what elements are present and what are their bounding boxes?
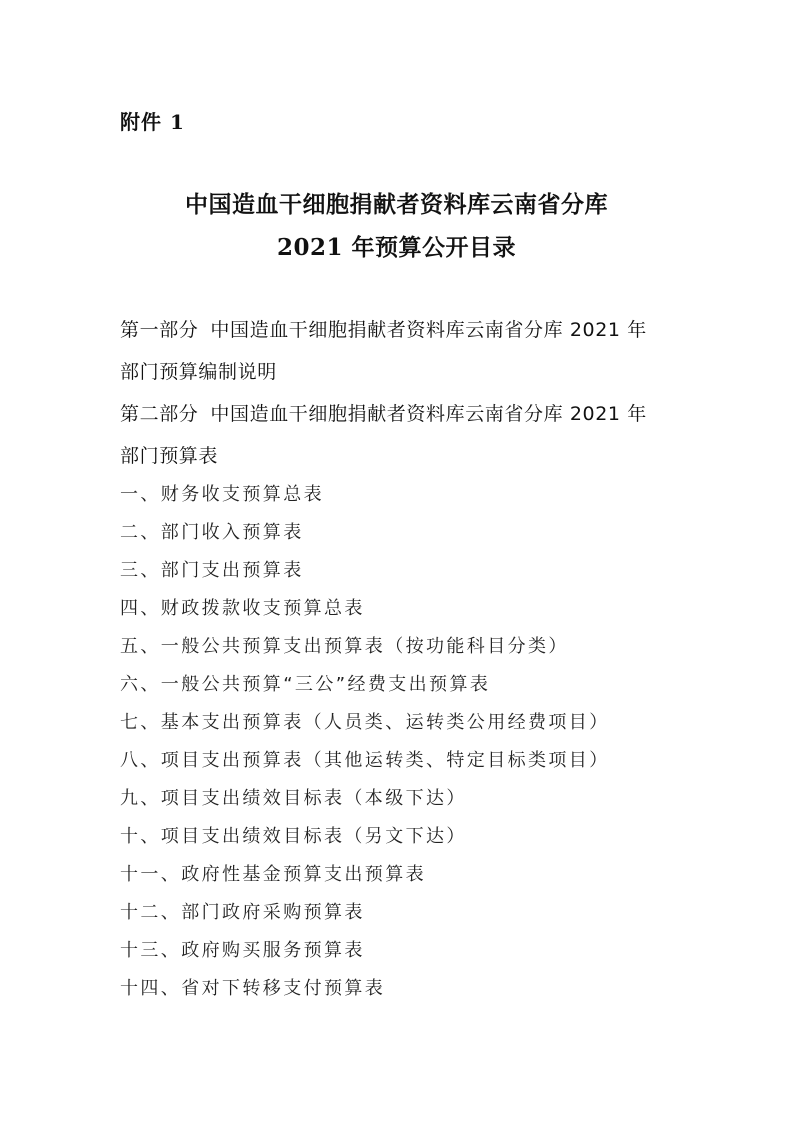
document-title-line-2: 2021 年预算公开目录 [276, 234, 517, 261]
list-item: 九、项目支出绩效目标表（本级下达） [120, 788, 467, 809]
document-title-line-1: 中国造血干细胞捐献者资料库云南省分库 [185, 191, 608, 218]
list-item: 四、财政拨款收支预算总表 [120, 598, 365, 619]
list-item: 六、一般公共预算“三公”经费支出预算表 [120, 674, 491, 695]
part-two-heading [120, 399, 720, 426]
list-item: 一、财务收支预算总表 [120, 484, 324, 505]
part-two-label: 第二部分 [120, 403, 199, 425]
budget-table-list [120, 482, 720, 1014]
list-item: 八、项目支出预算表（其他运转类、特定目标类项目） [120, 750, 610, 771]
part-one-heading [120, 315, 720, 342]
list-item: 二、部门收入预算表 [120, 522, 304, 543]
part-two-title-line-2: 部门预算表 [120, 445, 219, 467]
list-item: 十四、省对下转移支付预算表 [120, 978, 386, 999]
attachment-label: 附件 1 [120, 110, 185, 134]
part-two-title-line-1: 中国造血干细胞捐献者资料库云南省分库 2021 年 [210, 403, 647, 425]
list-item: 七、基本支出预算表（人员类、运转类公用经费项目） [120, 712, 610, 733]
list-item: 十、项目支出绩效目标表（另文下达） [120, 826, 467, 847]
list-item: 十三、政府购买服务预算表 [120, 940, 365, 961]
part-one-title-line-2: 部门预算编制说明 [120, 361, 277, 383]
part-one-label: 第一部分 [120, 319, 199, 341]
list-item: 十二、部门政府采购预算表 [120, 902, 365, 923]
list-item: 十一、政府性基金预算支出预算表 [120, 864, 426, 885]
part-one-title-line-1: 中国造血干细胞捐献者资料库云南省分库 2021 年 [210, 319, 647, 341]
list-item: 五、一般公共预算支出预算表（按功能科目分类） [120, 636, 569, 657]
list-item: 三、部门支出预算表 [120, 560, 304, 581]
